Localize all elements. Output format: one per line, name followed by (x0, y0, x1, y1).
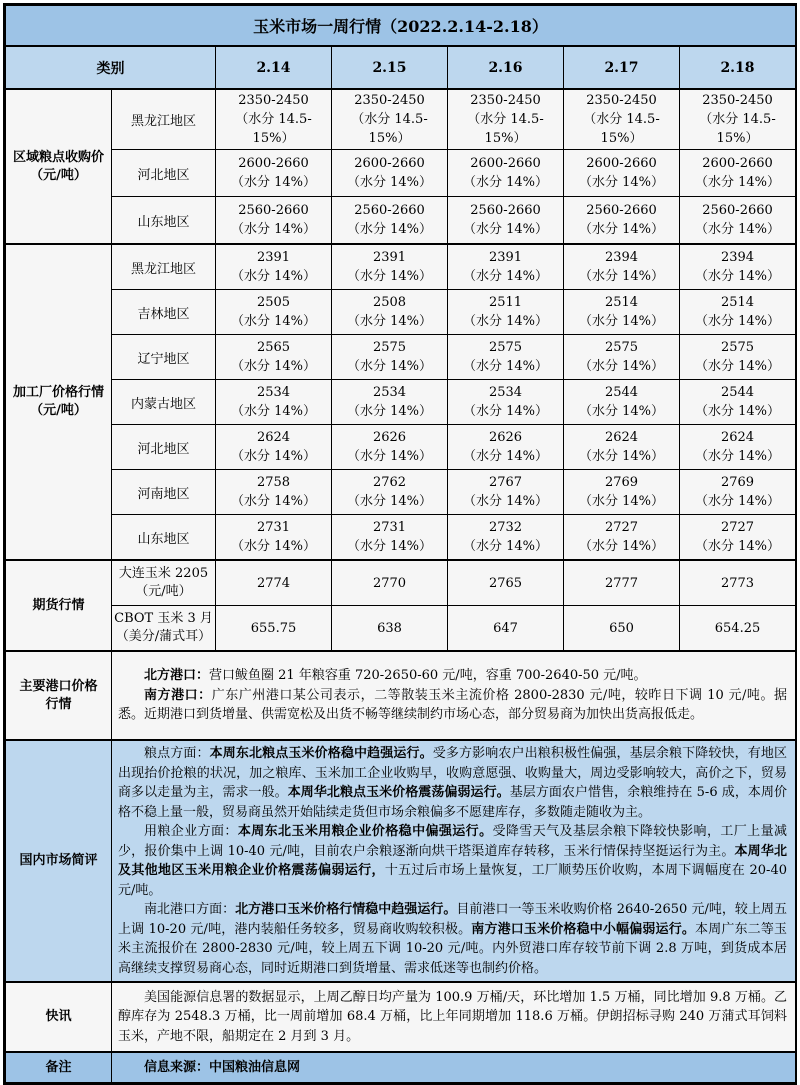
price-cell (448, 335, 564, 380)
remark-text (112, 1052, 796, 1083)
region-cell: 吉林地区 (112, 290, 216, 335)
price-cell (564, 380, 680, 425)
price-cell (332, 335, 448, 380)
price-value: 2624 (604, 430, 639, 445)
price-cell (332, 425, 448, 470)
price-value: 2767 (488, 475, 523, 490)
price-cell (564, 290, 680, 335)
text-segment: 目前港口一等玉米收购价格 2640-2650 元/吨，较上周五上调 10-20 元/吨，港内装船任务较多，贸易商收购较积极。 (118, 902, 787, 937)
section-label-line: （元/吨） (30, 403, 87, 418)
price-value: 2732 (488, 520, 523, 535)
price-cell (680, 89, 796, 150)
moisture-note: （水分 14%） (230, 269, 317, 284)
section-label-line: 快讯 (45, 1009, 72, 1024)
review-paragraph (118, 822, 787, 900)
moisture-note: （水分 14%） (462, 404, 549, 419)
price-cell (448, 515, 564, 561)
moisture-note: （水分 14.5-15%） (467, 112, 544, 146)
price-cell (448, 470, 564, 515)
text-segment: 本周华北粮点玉米价格震荡偏弱运行。 (287, 785, 510, 800)
price-value: 2727 (604, 520, 639, 535)
price-cell (216, 380, 332, 425)
futures-value-cell: 2770 (332, 560, 448, 606)
price-cell (332, 150, 448, 197)
price-cell (332, 380, 448, 425)
region-cell: 山东地区 (112, 515, 216, 561)
moisture-note: （水分 14%） (462, 494, 549, 509)
review-paragraph (118, 900, 787, 978)
price-cell (680, 515, 796, 561)
moisture-note: （水分 14%） (694, 494, 781, 509)
futures-value-cell: 647 (448, 606, 564, 652)
text-segment: 粮点方面： (144, 746, 210, 761)
futures-value-cell: 2777 (564, 560, 680, 606)
price-cell (448, 89, 564, 150)
price-row (6, 290, 796, 335)
moisture-note: （水分 14%） (694, 222, 781, 237)
section-label-line: 加工厂价格行情 (12, 385, 104, 400)
moisture-note: （水分 14.5-15%） (699, 112, 776, 146)
ports-text (112, 651, 796, 740)
region-cell: 内蒙古地区 (112, 380, 216, 425)
price-cell (564, 150, 680, 197)
price-value: 2534 (256, 385, 291, 400)
price-value: 2762 (372, 475, 407, 490)
moisture-note: （水分 14%） (694, 175, 781, 190)
price-value: 2544 (720, 385, 755, 400)
price-cell (564, 470, 680, 515)
price-value: 2560-2660 (238, 203, 309, 218)
futures-contract-line: 大连玉米 2205 (118, 566, 209, 581)
price-value: 2624 (720, 430, 755, 445)
review-text (112, 740, 796, 982)
text-segment: 受多方影响农户出粮积极性偏强，基层余粮下降较快，有地区出现抬价抢粮的状况，加之粮库、玉米加工企业收购早，收购意愿强、收购量大，周边受影响较大，高价之下，贸易商多以走量为主，需求一般。 (118, 746, 787, 800)
price-cell (448, 150, 564, 197)
price-cell (332, 197, 448, 245)
moisture-note: （水分 14%） (694, 314, 781, 329)
price-cell (216, 290, 332, 335)
section-label-review (6, 740, 112, 982)
moisture-note: （水分 14%） (346, 175, 433, 190)
price-value: 2391 (488, 250, 523, 265)
price-cell (216, 197, 332, 245)
price-value: 2534 (488, 385, 523, 400)
text-segment: 北方港口： (144, 668, 210, 684)
price-cell (564, 335, 680, 380)
price-value: 2600-2660 (702, 156, 773, 171)
futures-contract-line: （美分/蒲式耳） (115, 629, 212, 644)
price-cell (448, 197, 564, 245)
moisture-note: （水分 14%） (578, 494, 665, 509)
price-value: 2624 (256, 430, 291, 445)
section-row-review (6, 740, 796, 982)
futures-row (6, 606, 796, 652)
moisture-note: （水分 14%） (230, 404, 317, 419)
price-value: 2514 (720, 295, 755, 310)
price-value: 2575 (604, 340, 639, 355)
price-cell (332, 515, 448, 561)
moisture-note: （水分 14%） (346, 269, 433, 284)
price-cell (680, 425, 796, 470)
moisture-note: （水分 14%） (462, 222, 549, 237)
price-value: 2560-2660 (702, 203, 773, 218)
section-label-line: 备注 (45, 1059, 72, 1075)
moisture-note: （水分 14%） (694, 359, 781, 374)
region-cell: 黑龙江地区 (112, 89, 216, 150)
price-value: 2560-2660 (354, 203, 425, 218)
text-segment: 本周东北玉米用粮企业价格稳中偏强运行。 (237, 824, 493, 839)
price-value: 2350-2450 (354, 93, 425, 108)
text-segment: 本周东北粮点玉米价格稳中趋强运行。 (209, 746, 433, 761)
category-header: 类别 (6, 46, 216, 89)
futures-value-cell: 654.25 (680, 606, 796, 652)
price-value: 2391 (372, 250, 407, 265)
moisture-note: （水分 14%） (694, 404, 781, 419)
news-paragraph (118, 988, 787, 1047)
price-row (6, 150, 796, 197)
futures-contract-line: CBOT 玉米 3 月 (114, 611, 213, 626)
price-cell (216, 425, 332, 470)
price-cell (332, 470, 448, 515)
price-value: 2731 (372, 520, 407, 535)
moisture-note: （水分 14%） (346, 539, 433, 554)
section-label-line: 期货行情 (32, 597, 85, 613)
region-cell: 河南地区 (112, 470, 216, 515)
date-header: 2.15 (332, 46, 448, 89)
moisture-note: （水分 14%） (230, 175, 317, 190)
futures-value-cell: 2774 (216, 560, 332, 606)
price-cell (448, 425, 564, 470)
report-frame (3, 3, 797, 1085)
moisture-note: （水分 14.5-15%） (351, 112, 428, 146)
futures-value-cell: 650 (564, 606, 680, 652)
region-cell: 辽宁地区 (112, 335, 216, 380)
section-label-ports (6, 651, 112, 740)
price-value: 2350-2450 (702, 93, 773, 108)
price-cell (448, 290, 564, 335)
moisture-note: （水分 14%） (230, 222, 317, 237)
price-value: 2560-2660 (470, 203, 541, 218)
price-value: 2600-2660 (586, 156, 657, 171)
moisture-note: （水分 14%） (346, 449, 433, 464)
moisture-note: （水分 14%） (462, 539, 549, 554)
price-cell (680, 470, 796, 515)
futures-contract-cell (112, 606, 216, 652)
review-paragraph (118, 744, 787, 822)
price-value: 2514 (604, 295, 639, 310)
price-row (6, 515, 796, 561)
price-value: 2727 (720, 520, 755, 535)
price-cell (680, 335, 796, 380)
price-value: 2769 (720, 475, 755, 490)
section-row-remark (6, 1052, 796, 1083)
text-segment: 营口鲅鱼圈 21 年粮容重 720-2650-60 元/吨，容重 700-2640-50 元/吨。 (209, 668, 647, 684)
moisture-note: （水分 14%） (462, 449, 549, 464)
price-cell (216, 150, 332, 197)
moisture-note: （水分 14%） (462, 359, 549, 374)
price-row (6, 470, 796, 515)
moisture-note: （水分 14.5-15%） (235, 112, 312, 146)
price-value: 2350-2450 (470, 93, 541, 108)
moisture-note: （水分 14%） (346, 314, 433, 329)
price-value: 2758 (256, 475, 291, 490)
price-value: 2600-2660 (470, 156, 541, 171)
text-segment: 南北港口方面： (144, 902, 236, 917)
text-segment: 用粮企业方面： (144, 824, 238, 839)
price-cell (680, 150, 796, 197)
futures-value-cell: 2765 (448, 560, 564, 606)
moisture-note: （水分 14%） (578, 222, 665, 237)
text-segment: 本周华北及其他地区玉米用粮企业价格震荡偏弱运行， (118, 843, 787, 878)
price-cell (564, 197, 680, 245)
price-row (6, 380, 796, 425)
date-header: 2.14 (216, 46, 332, 89)
price-value: 2511 (488, 295, 523, 310)
section-label-line: 国内市场简评 (19, 853, 98, 868)
price-cell (332, 89, 448, 150)
price-value: 2560-2660 (586, 203, 657, 218)
text-segment: 广东广州港口某公司表示，二等散装玉米主流价格 2800-2830 元/吨，较昨日下调 10 元/吨。据悉。近期港口到货增量、供需宽松及出货不畅等继续制约市场心态，部分贸易商为加快出货高报低走。 (118, 687, 787, 723)
price-value: 2391 (256, 250, 291, 265)
price-cell (448, 380, 564, 425)
moisture-note: （水分 14%） (578, 404, 665, 419)
news-text (112, 982, 796, 1052)
moisture-note: （水分 14%） (578, 449, 665, 464)
date-header: 2.16 (448, 46, 564, 89)
section-label-futures (6, 560, 112, 651)
futures-row (6, 560, 796, 606)
date-header: 2.18 (680, 46, 796, 89)
price-value: 2350-2450 (586, 93, 657, 108)
futures-value-cell: 655.75 (216, 606, 332, 652)
price-value: 2600-2660 (354, 156, 425, 171)
price-value: 2731 (256, 520, 291, 535)
moisture-note: （水分 14%） (578, 539, 665, 554)
moisture-note: （水分 14%） (230, 359, 317, 374)
title-row (6, 6, 796, 47)
price-value: 2508 (372, 295, 407, 310)
section-row-ports (6, 651, 796, 740)
price-value: 2565 (256, 340, 291, 355)
page-title: 玉米市场一周行情（2022.2.14-2.18） (6, 6, 796, 47)
price-value: 2600-2660 (238, 156, 309, 171)
text-segment: 十五过后市场上量恢复，工厂顺势压价收购，本周下调幅度在 20-40 元/吨。 (118, 863, 787, 898)
ports-paragraph (118, 666, 787, 686)
text-segment: 南方港口玉米价格稳中小幅偏弱运行。 (471, 921, 696, 937)
price-cell (680, 380, 796, 425)
moisture-note: （水分 14%） (694, 539, 781, 554)
moisture-note: （水分 14.5-15%） (583, 112, 660, 146)
column-header-row (6, 46, 796, 89)
price-row (6, 197, 796, 245)
price-value: 2544 (604, 385, 639, 400)
price-value: 2394 (604, 250, 639, 265)
price-cell (680, 197, 796, 245)
moisture-note: （水分 14%） (346, 494, 433, 509)
price-cell (332, 244, 448, 290)
text-segment: 北方港口玉米价格行情稳中趋强运行。 (235, 902, 457, 917)
section-label-news (6, 982, 112, 1052)
moisture-note: （水分 14%） (578, 359, 665, 374)
price-cell (564, 244, 680, 290)
price-cell (216, 244, 332, 290)
region-cell: 山东地区 (112, 197, 216, 245)
futures-value-cell: 638 (332, 606, 448, 652)
moisture-note: （水分 14%） (346, 359, 433, 374)
remark-paragraph (118, 1059, 787, 1077)
price-value: 2769 (604, 475, 639, 490)
text-segment: 美国能源信息署的数据显示，上周乙醇日均产量为 100.9 万桶/天，环比增加 1.5 万桶，同比增加 9.8 万桶。乙醇库存为 2548.3 万桶，比一周前增加 68.4 万桶，比上年同期增加 118.6 万桶。伊朗招标寻购 240 万蒲式耳饲料玉米，产地不限，船期定在 2 月到 3 月。 (118, 989, 787, 1044)
moisture-note: （水分 14%） (462, 175, 549, 190)
date-header: 2.17 (564, 46, 680, 89)
price-value: 2350-2450 (238, 93, 309, 108)
price-cell (216, 470, 332, 515)
price-cell (216, 335, 332, 380)
moisture-note: （水分 14%） (462, 269, 549, 284)
moisture-note: （水分 14%） (230, 539, 317, 554)
section-label-line: 区域粮点收购价 (12, 149, 104, 165)
section-label (6, 244, 112, 560)
price-value: 2534 (372, 385, 407, 400)
region-cell: 河北地区 (112, 425, 216, 470)
price-row (6, 244, 796, 290)
text-segment: 受降雪天气及基层余粮下降较快影响，工厂上量减少，报价集中上调 10-40 元/吨，目前农户余粮逐渐向烘干塔渠道库存转移，玉米行情保持坚挺运行为主。 (118, 824, 787, 859)
moisture-note: （水分 14%） (694, 269, 781, 284)
price-cell (564, 425, 680, 470)
moisture-note: （水分 14%） (462, 314, 549, 329)
moisture-note: （水分 14%） (346, 404, 433, 419)
text-segment: 本周广东二等玉米主流报价在 2800-2830 元/吨，较上周五下调 10-20 元/吨。内外贸港口库存较节前下调 2.8 万吨，到货成本居高继续支撑贸易商心态，同时近期港口到货增量、需求低迷等也制约价格。 (118, 921, 787, 976)
section-label-line: （元/吨） (30, 167, 87, 183)
price-value: 2575 (372, 340, 407, 355)
price-value: 2505 (256, 295, 291, 310)
price-cell (564, 89, 680, 150)
section-label-line: 行情 (45, 696, 72, 712)
region-cell: 河北地区 (112, 150, 216, 197)
futures-contract-line: （元/吨） (135, 584, 192, 599)
price-value: 2626 (488, 430, 523, 445)
futures-contract-cell (112, 560, 216, 606)
price-row (6, 335, 796, 380)
price-value: 2626 (372, 430, 407, 445)
section-label-line: 主要港口价格 (19, 678, 98, 694)
moisture-note: （水分 14%） (578, 175, 665, 190)
price-cell (680, 244, 796, 290)
price-cell (216, 89, 332, 150)
price-cell (332, 290, 448, 335)
text-segment: 基层方面农户惜售，余粮维持在 5-6 成，本周价格不稳上量一般，贸易商虽然开始陆续走货但市场余粮偏多不愿建库存，多数随走随收为主。 (118, 785, 787, 820)
futures-value-cell: 2773 (680, 560, 796, 606)
moisture-note: （水分 14%） (346, 222, 433, 237)
section-label (6, 89, 112, 244)
corn-weekly-table (5, 5, 796, 1083)
moisture-note: （水分 14%） (694, 449, 781, 464)
ports-paragraph (118, 686, 787, 725)
moisture-note: （水分 14%） (230, 494, 317, 509)
moisture-note: （水分 14%） (230, 314, 317, 329)
text-segment: 信息来源：中国粮油信息网 (144, 1059, 301, 1075)
price-cell (448, 244, 564, 290)
price-value: 2575 (488, 340, 523, 355)
price-row (6, 89, 796, 150)
price-value: 2575 (720, 340, 755, 355)
price-row (6, 425, 796, 470)
moisture-note: （水分 14%） (578, 314, 665, 329)
moisture-note: （水分 14%） (578, 269, 665, 284)
price-cell (564, 515, 680, 561)
region-cell: 黑龙江地区 (112, 244, 216, 290)
text-segment: 南方港口： (144, 687, 212, 703)
moisture-note: （水分 14%） (230, 449, 317, 464)
price-cell (680, 290, 796, 335)
section-row-news (6, 982, 796, 1052)
price-cell (216, 515, 332, 561)
section-label-remark (6, 1052, 112, 1083)
price-value: 2394 (720, 250, 755, 265)
